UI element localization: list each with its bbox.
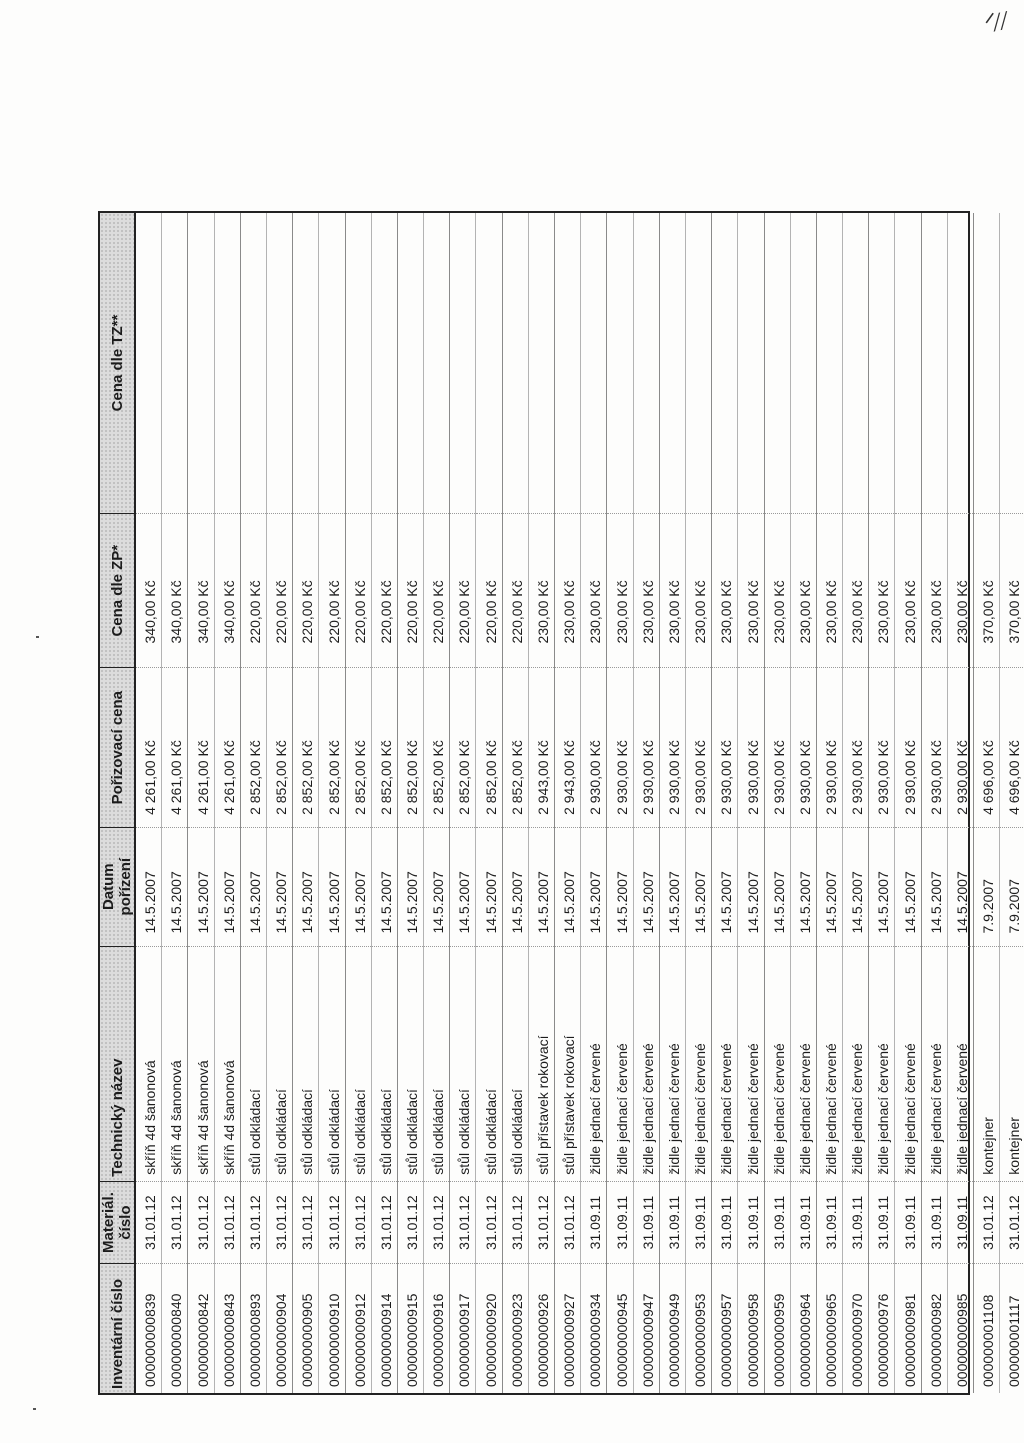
price-tz-cell [634,213,659,513]
price-zp-cell: 230,00 Kč [738,513,763,668]
acquisition-price-cell: 2 930,00 Kč [869,667,894,826]
technical-name-cell: kontejner [1000,946,1024,1181]
technical-name-cell: židle jednací červené [686,946,711,1181]
material-number-cell: 31.01.12 [974,1181,999,1264]
table-row [634,213,660,1393]
price-zp-cell: 230,00 Kč [634,513,659,668]
technical-name-cell: stůl odkládací [241,946,266,1181]
acquisition-date-cell: 14.5.2007 [136,827,161,946]
acquisition-date-cell: 14.5.2007 [660,827,685,946]
material-number-cell: 31.01.12 [319,1181,344,1264]
acquisition-date-cell: 7.9.2007 [974,827,999,946]
acquisition-date-cell: 14.5.2007 [503,827,528,946]
inventory-number-cell: 000000000893 [241,1263,266,1393]
acquisition-price-cell: 4 261,00 Kč [188,667,213,826]
price-tz-cell [922,213,947,513]
material-number-cell: 31.01.12 [136,1181,161,1264]
material-number-cell: 31.01.12 [476,1181,501,1264]
header-price-zp: Cena dle ZP* [100,513,134,667]
acquisition-price-cell: 2 852,00 Kč [241,667,266,826]
inventory-number-cell: 000000000905 [293,1263,318,1393]
price-tz-cell [476,213,501,513]
inventory-number-cell: 000000000910 [319,1263,344,1393]
acquisition-price-cell: 2 852,00 Kč [372,667,397,826]
inventory-number-cell: 000000000959 [765,1263,790,1393]
material-number-cell: 31.09.11 [607,1181,632,1264]
acquisition-date-cell: 14.5.2007 [398,827,423,946]
technical-name-cell: židle jednací červené [948,946,973,1181]
price-zp-cell: 230,00 Kč [922,513,947,668]
technical-name-cell: židle jednací červené [922,946,947,1181]
acquisition-price-cell: 2 852,00 Kč [450,667,475,826]
acquisition-date-cell: 14.5.2007 [162,827,187,946]
price-zp-cell: 220,00 Kč [372,513,397,668]
price-zp-cell: 220,00 Kč [503,513,528,668]
price-zp-cell: 230,00 Kč [895,513,920,668]
technical-name-cell: stůl odkládací [503,946,528,1181]
table-row [922,213,948,1393]
header-inventory-number: Inventární číslo [100,1263,134,1393]
table-row [450,213,476,1393]
price-tz-cell [555,213,580,513]
acquisition-date-cell: 14.5.2007 [529,827,554,946]
table-row [895,213,921,1393]
technical-name-cell: židle jednací červené [738,946,763,1181]
inventory-number-cell: 000000001108 [974,1263,999,1393]
material-number-cell: 31.09.11 [581,1181,606,1264]
acquisition-date-cell: 14.5.2007 [843,827,868,946]
price-zp-cell: 230,00 Kč [660,513,685,668]
inventory-number-cell: 000000000964 [791,1263,816,1393]
technical-name-cell: skříň 4d šanonová [215,946,240,1181]
price-tz-cell [398,213,423,513]
material-number-cell: 31.09.11 [791,1181,816,1264]
technical-name-cell: židle jednací červené [634,946,659,1181]
acquisition-price-cell: 2 852,00 Kč [293,667,318,826]
technical-name-cell: židle jednací červené [712,946,737,1181]
technical-name-cell: kontejner [974,946,999,1181]
table-row [765,213,791,1393]
material-number-cell: 31.09.11 [686,1181,711,1264]
price-zp-cell: 220,00 Kč [241,513,266,668]
material-number-cell: 31.01.12 [372,1181,397,1264]
price-tz-cell [503,213,528,513]
acquisition-date-cell: 14.5.2007 [293,827,318,946]
price-tz-cell [712,213,737,513]
acquisition-date-cell: 14.5.2007 [791,827,816,946]
price-tz-cell [1000,213,1024,513]
inventory-number-cell: 000000000945 [607,1263,632,1393]
technical-name-cell: židle jednací červené [869,946,894,1181]
header-acquisition-price: Pořizovací cena [100,667,134,826]
table-row [476,213,502,1393]
material-number-cell: 31.01.12 [346,1181,371,1264]
header-acquisition-date: Datum pořízení [100,827,134,946]
acquisition-price-cell: 2 852,00 Kč [319,667,344,826]
price-tz-cell [319,213,344,513]
acquisition-date-cell: 14.5.2007 [372,827,397,946]
technical-name-cell: židle jednací červené [581,946,606,1181]
inventory-number-cell: 000000000934 [581,1263,606,1393]
material-number-cell: 31.09.11 [738,1181,763,1264]
acquisition-price-cell: 2 930,00 Kč [686,667,711,826]
price-tz-cell [791,213,816,513]
technical-name-cell: stůl odkládací [346,946,371,1181]
table-row [529,213,555,1393]
price-tz-cell [346,213,371,513]
technical-name-cell: židle jednací červené [607,946,632,1181]
table-row [267,213,293,1393]
acquisition-price-cell: 4 261,00 Kč [136,667,161,826]
material-number-cell: 31.01.12 [215,1181,240,1264]
inventory-number-cell: 000000000965 [817,1263,842,1393]
inventory-number-cell: 000000001117 [1000,1263,1024,1393]
inventory-number-cell: 000000000920 [476,1263,501,1393]
scan-speck [33,1408,36,1410]
inventory-number-cell: 000000000839 [136,1263,161,1393]
technical-name-cell: stůl odkládací [450,946,475,1181]
material-number-cell: 31.01.12 [398,1181,423,1264]
price-zp-cell: 230,00 Kč [712,513,737,668]
table-row [503,213,529,1393]
material-number-cell: 31.09.11 [817,1181,842,1264]
price-zp-cell: 220,00 Kč [450,513,475,668]
inventory-number-cell: 000000000914 [372,1263,397,1393]
price-tz-cell [372,213,397,513]
table-header [100,213,136,1393]
table-row [424,213,450,1393]
price-tz-cell [293,213,318,513]
table-row [215,213,241,1393]
technical-name-cell: židle jednací červené [843,946,868,1181]
price-tz-cell [817,213,842,513]
technical-name-cell: stůl odkládací [476,946,501,1181]
technical-name-cell: stůl odkládací [267,946,292,1181]
acquisition-price-cell: 2 930,00 Kč [581,667,606,826]
price-zp-cell: 230,00 Kč [607,513,632,668]
table-row [241,213,267,1393]
technical-name-cell: židle jednací červené [791,946,816,1181]
price-tz-cell [738,213,763,513]
price-zp-cell: 220,00 Kč [476,513,501,668]
material-number-cell: 31.09.11 [922,1181,947,1264]
price-tz-cell [895,213,920,513]
material-number-cell: 31.01.12 [267,1181,292,1264]
technical-name-cell: stůl přístavek rokovací [529,946,554,1181]
table-row [974,213,1000,1393]
acquisition-price-cell: 2 930,00 Kč [765,667,790,826]
acquisition-date-cell: 14.5.2007 [555,827,580,946]
price-zp-cell: 220,00 Kč [267,513,292,668]
table-row [1000,213,1024,1393]
price-zp-cell: 220,00 Kč [424,513,449,668]
price-zp-cell: 340,00 Kč [215,513,240,668]
material-number-cell: 31.09.11 [765,1181,790,1264]
material-number-cell: 31.01.12 [424,1181,449,1264]
inventory-number-cell: 000000000917 [450,1263,475,1393]
acquisition-price-cell: 2 930,00 Kč [607,667,632,826]
acquisition-date-cell: 14.5.2007 [241,827,266,946]
inventory-number-cell: 000000000840 [162,1263,187,1393]
acquisition-date-cell: 14.5.2007 [607,827,632,946]
technical-name-cell: židle jednací červené [660,946,685,1181]
inventory-number-cell: 000000000970 [843,1263,868,1393]
inventory-number-cell: 000000000949 [660,1263,685,1393]
material-number-cell: 31.09.11 [843,1181,868,1264]
price-zp-cell: 230,00 Kč [529,513,554,668]
material-number-cell: 31.01.12 [188,1181,213,1264]
acquisition-price-cell: 4 696,00 Kč [974,667,999,826]
price-zp-cell: 370,00 Kč [974,513,999,668]
acquisition-date-cell: 14.5.2007 [738,827,763,946]
price-zp-cell: 220,00 Kč [319,513,344,668]
acquisition-price-cell: 2 930,00 Kč [843,667,868,826]
inventory-number-cell: 000000000843 [215,1263,240,1393]
inventory-number-cell: 000000000915 [398,1263,423,1393]
acquisition-date-cell: 14.5.2007 [476,827,501,946]
table-body [136,213,1024,1393]
inventory-number-cell: 000000000947 [634,1263,659,1393]
price-tz-cell [450,213,475,513]
table-row [372,213,398,1393]
price-zp-cell: 230,00 Kč [817,513,842,668]
material-number-cell: 31.09.11 [712,1181,737,1264]
acquisition-date-cell: 14.5.2007 [686,827,711,946]
acquisition-price-cell: 2 930,00 Kč [738,667,763,826]
inventory-number-cell: 000000000926 [529,1263,554,1393]
price-zp-cell: 230,00 Kč [791,513,816,668]
material-number-cell: 31.01.12 [503,1181,528,1264]
price-tz-cell [686,213,711,513]
handwritten-mark: ᐟ// [979,5,1011,40]
price-zp-cell: 220,00 Kč [346,513,371,668]
material-number-cell: 31.01.12 [241,1181,266,1264]
acquisition-price-cell: 2 943,00 Kč [555,667,580,826]
acquisition-price-cell: 2 852,00 Kč [398,667,423,826]
acquisition-price-cell: 4 696,00 Kč [1000,667,1024,826]
table-row [555,213,581,1393]
price-tz-cell [241,213,266,513]
acquisition-date-cell: 14.5.2007 [188,827,213,946]
acquisition-price-cell: 2 930,00 Kč [948,667,973,826]
price-tz-cell [188,213,213,513]
acquisition-date-cell: 14.5.2007 [215,827,240,946]
acquisition-price-cell: 4 261,00 Kč [215,667,240,826]
acquisition-date-cell: 14.5.2007 [895,827,920,946]
table-row [162,213,188,1393]
technical-name-cell: židle jednací červené [895,946,920,1181]
scan-speck [36,636,39,638]
material-number-cell: 31.01.12 [1000,1181,1024,1264]
table-row [712,213,738,1393]
acquisition-price-cell: 2 852,00 Kč [267,667,292,826]
material-number-cell: 31.09.11 [634,1181,659,1264]
price-zp-cell: 230,00 Kč [843,513,868,668]
table-row [817,213,843,1393]
inventory-number-cell: 000000000927 [555,1263,580,1393]
acquisition-date-cell: 14.5.2007 [346,827,371,946]
material-number-cell: 31.01.12 [529,1181,554,1264]
inventory-number-cell: 000000000985 [948,1263,973,1393]
acquisition-price-cell: 2 930,00 Kč [895,667,920,826]
header-material-number: Materiál. číslo [100,1181,134,1264]
price-zp-cell: 230,00 Kč [555,513,580,668]
price-zp-cell: 230,00 Kč [686,513,711,668]
table-row [686,213,712,1393]
technical-name-cell: stůl odkládací [424,946,449,1181]
table-row [660,213,686,1393]
price-zp-cell: 340,00 Kč [162,513,187,668]
acquisition-date-cell: 14.5.2007 [948,827,973,946]
table-row [293,213,319,1393]
table-row [346,213,372,1393]
material-number-cell: 31.01.12 [162,1181,187,1264]
technical-name-cell: skříň 4d šanonová [136,946,161,1181]
price-tz-cell [765,213,790,513]
inventory-number-cell: 000000000957 [712,1263,737,1393]
technical-name-cell: stůl přístavek rokovací [555,946,580,1181]
acquisition-date-cell: 14.5.2007 [634,827,659,946]
inventory-number-cell: 000000000982 [922,1263,947,1393]
price-tz-cell [136,213,161,513]
table-row [188,213,214,1393]
price-zp-cell: 340,00 Kč [188,513,213,668]
acquisition-date-cell: 14.5.2007 [267,827,292,946]
acquisition-date-cell: 7.9.2007 [1000,827,1024,946]
header-technical-name: Technický název [100,946,134,1181]
acquisition-price-cell: 2 930,00 Kč [922,667,947,826]
inventory-number-cell: 000000000912 [346,1263,371,1393]
price-zp-cell: 220,00 Kč [398,513,423,668]
price-tz-cell [162,213,187,513]
acquisition-price-cell: 2 930,00 Kč [712,667,737,826]
inventory-table [98,211,1023,1395]
price-tz-cell [948,213,973,513]
inventory-number-cell: 000000000842 [188,1263,213,1393]
table-row [607,213,633,1393]
table-row [948,213,974,1393]
price-tz-cell [424,213,449,513]
material-number-cell: 31.09.11 [948,1181,973,1264]
acquisition-date-cell: 14.5.2007 [922,827,947,946]
inventory-number-cell: 000000000958 [738,1263,763,1393]
technical-name-cell: židle jednací červené [765,946,790,1181]
table-row [738,213,764,1393]
technical-name-cell: stůl odkládací [372,946,397,1181]
technical-name-cell: stůl odkládací [319,946,344,1181]
acquisition-date-cell: 14.5.2007 [450,827,475,946]
material-number-cell: 31.01.12 [293,1181,318,1264]
price-tz-cell [974,213,999,513]
header-price-tz: Cena dle TZ** [108,314,126,412]
acquisition-price-cell: 2 930,00 Kč [634,667,659,826]
acquisition-price-cell: 2 930,00 Kč [791,667,816,826]
inventory-number-cell: 000000000953 [686,1263,711,1393]
acquisition-price-cell: 2 930,00 Kč [817,667,842,826]
price-tz-cell [869,213,894,513]
acquisition-date-cell: 14.5.2007 [712,827,737,946]
acquisition-price-cell: 2 852,00 Kč [503,667,528,826]
inventory-number-cell: 000000000916 [424,1263,449,1393]
acquisition-date-cell: 14.5.2007 [817,827,842,946]
price-tz-cell [607,213,632,513]
acquisition-price-cell: 4 261,00 Kč [162,667,187,826]
table-row [398,213,424,1393]
inventory-number-cell: 000000000923 [503,1263,528,1393]
acquisition-date-cell: 14.5.2007 [765,827,790,946]
technical-name-cell: židle jednací červené [817,946,842,1181]
price-tz-cell [267,213,292,513]
acquisition-date-cell: 14.5.2007 [424,827,449,946]
acquisition-price-cell: 2 930,00 Kč [660,667,685,826]
table-row [791,213,817,1393]
material-number-cell: 31.09.11 [660,1181,685,1264]
inventory-number-cell: 000000000976 [869,1263,894,1393]
acquisition-date-cell: 14.5.2007 [581,827,606,946]
inventory-number-cell: 000000000904 [267,1263,292,1393]
table-row [581,213,607,1393]
material-number-cell: 31.01.12 [555,1181,580,1264]
price-zp-cell: 230,00 Kč [869,513,894,668]
price-tz-cell [215,213,240,513]
price-zp-cell: 230,00 Kč [581,513,606,668]
technical-name-cell: skříň 4d šanonová [188,946,213,1181]
material-number-cell: 31.09.11 [869,1181,894,1264]
technical-name-cell: stůl odkládací [293,946,318,1181]
material-number-cell: 31.09.11 [895,1181,920,1264]
table-row [319,213,345,1393]
acquisition-date-cell: 14.5.2007 [319,827,344,946]
price-zp-cell: 230,00 Kč [948,513,973,668]
inventory-number-cell: 000000000981 [895,1263,920,1393]
acquisition-price-cell: 2 943,00 Kč [529,667,554,826]
price-zp-cell: 220,00 Kč [293,513,318,668]
acquisition-date-cell: 14.5.2007 [869,827,894,946]
price-tz-cell [529,213,554,513]
price-zp-cell: 370,00 Kč [1000,513,1024,668]
price-tz-cell [843,213,868,513]
table-row [136,213,162,1393]
material-number-cell: 31.01.12 [450,1181,475,1264]
table-row [869,213,895,1393]
price-zp-cell: 230,00 Kč [765,513,790,668]
price-zp-cell: 340,00 Kč [136,513,161,668]
acquisition-price-cell: 2 852,00 Kč [424,667,449,826]
table-row [843,213,869,1393]
price-tz-cell [660,213,685,513]
price-tz-cell [581,213,606,513]
acquisition-price-cell: 2 852,00 Kč [346,667,371,826]
technical-name-cell: stůl odkládací [398,946,423,1181]
technical-name-cell: skříň 4d šanonová [162,946,187,1181]
acquisition-price-cell: 2 852,00 Kč [476,667,501,826]
